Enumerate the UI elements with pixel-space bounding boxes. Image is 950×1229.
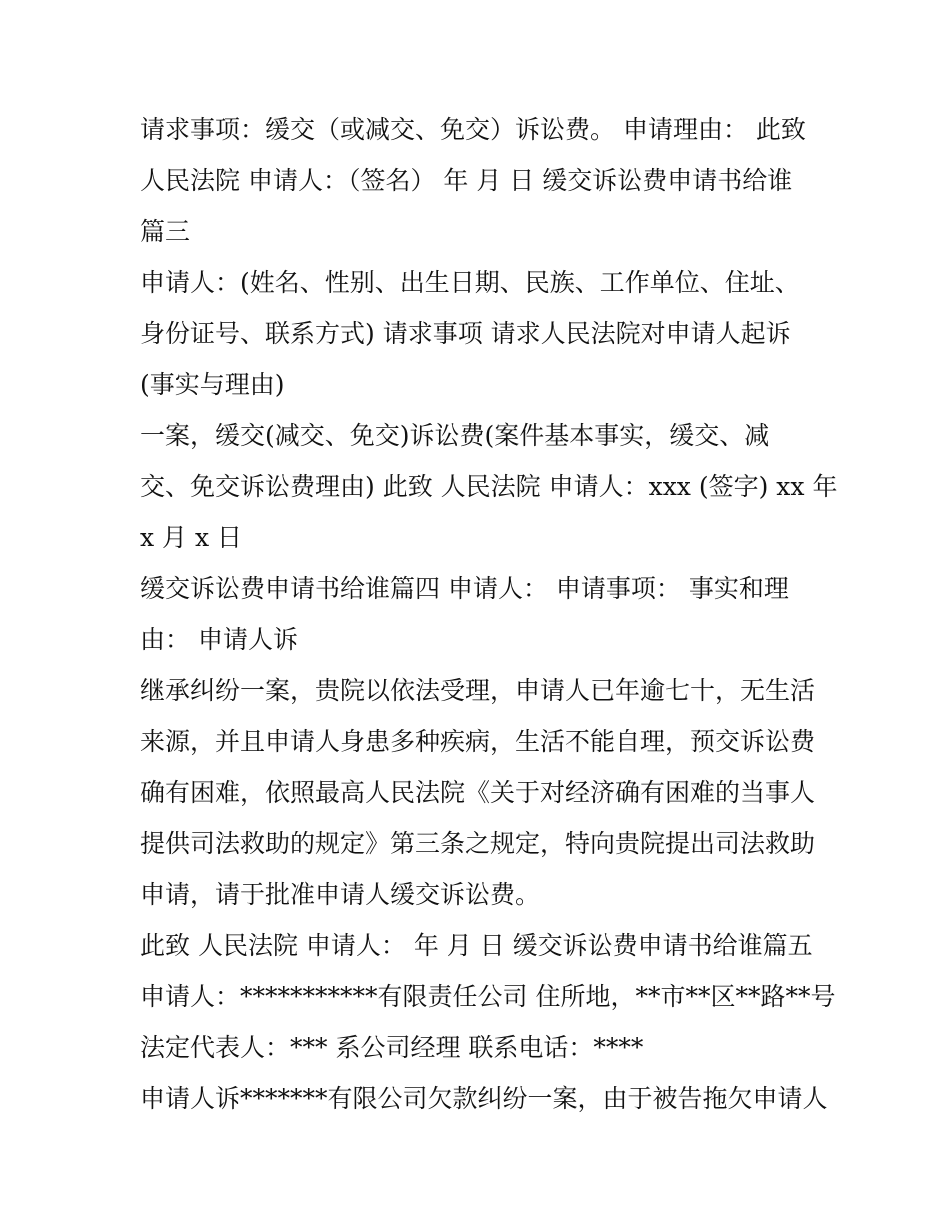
text-line: 身份证号、联系方式) 请求事项 请求人民法院对申请人起诉 (140, 319, 791, 348)
text-line: 申请人：(姓名、性别、出生日期、民族、工作单位、住址、 (140, 268, 800, 297)
text-line: 交、免交诉讼费理由) 此致 人民法院 申请人：xxx (签字) xx 年 (140, 472, 838, 501)
text-line: 确有困难，依照最高人民法院《关于对经济确有困难的当事人 (140, 778, 816, 807)
text-line: 法定代表人：*** 系公司经理 联系电话：**** (140, 1033, 644, 1062)
text-line: 缓交诉讼费申请书给谁篇四 申请人： 申请事项： 事实和理 (140, 574, 789, 603)
text-line: 人民法院 申请人：（签名） 年 月 日 缓交诉讼费申请书给谁 (140, 166, 793, 195)
text-line: 来源，并且申请人身患多种疾病，生活不能自理，预交诉讼费 (140, 727, 816, 756)
text-line: x 月 x 日 (140, 523, 243, 552)
text-line: 一案，缓交(减交、免交)诉讼费(案件基本事实，缓交、减 (140, 421, 770, 450)
text-line: 此致 人民法院 申请人： 年 月 日 缓交诉讼费申请书给谁篇五 (140, 931, 813, 960)
text-line: 申请人诉*******有限公司欠款纠纷一案，由于被告拖欠申请人 (140, 1084, 828, 1113)
text-line: 篇三 (140, 217, 191, 246)
text-line: 继承纠纷一案，贵院以依法受理，申请人已年逾七十，无生活 (140, 676, 816, 705)
text-line: 请求事项：缓交（或减交、免交）诉讼费。 申请理由： 此致 (140, 115, 806, 144)
text-line: (事实与理由) (140, 370, 285, 399)
document-body (140, 104, 838, 1124)
text-line: 申请人：***********有限责任公司 住所地，**市**区**路**号 (140, 982, 836, 1011)
text-line: 提供司法救助的规定》第三条之规定，特向贵院提出司法救助 (140, 829, 816, 858)
text-line: 申请，请于批准申请人缓交诉讼费。 (140, 880, 541, 909)
text-line: 由： 申请人诉 (140, 625, 298, 654)
